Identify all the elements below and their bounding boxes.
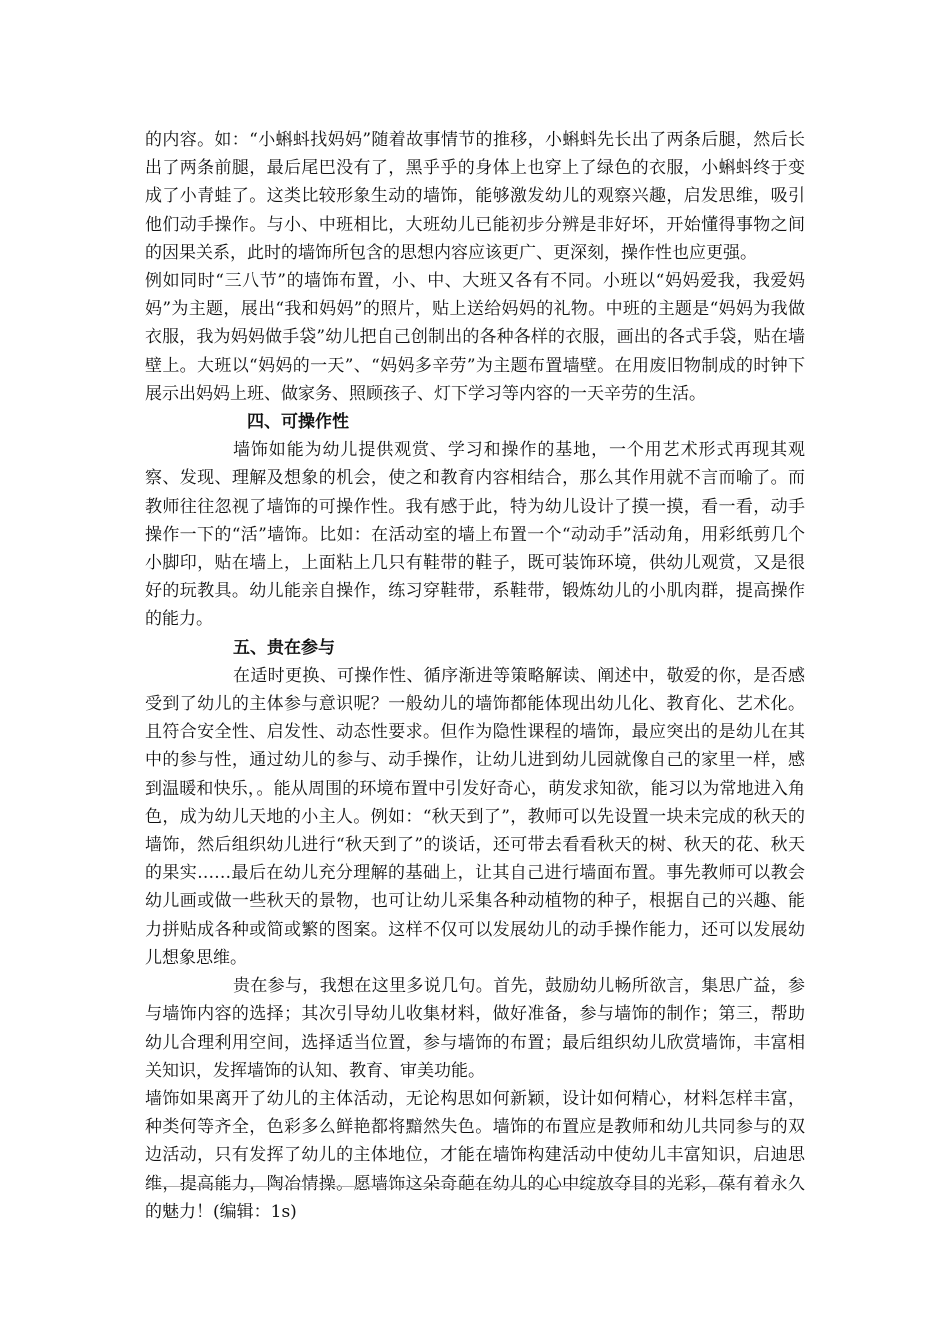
- paragraph-participation: 在适时更换、可操作性、循序渐进等策略解读、阐述中，敬爱的你，是否感受到了幼儿的主体参与意识呢？一般幼儿的墙饰都能体现出幼儿化、教育化、艺术化。且符合安全性、启发性、动态性要求。但作为隐性课程的墙饰，最应突出的是幼儿在其中的参与性，通过幼儿的参与、动手操作，让幼儿进到幼儿园就像自己的家里一样，感到温暖和快乐，。能从周围的环境布置中引发好奇心，萌发求知欲，能习以为常地进入角色，成为幼儿天地的小主人。例如：“秋天到了”，教师可以先设置一块未完成的秋天的墙饰，然后组织幼儿进行“秋天到了”的谈话，还可带去看看秋天的树、秋天的花、秋天的果实……最后在幼儿充分理解的基础上，让其自己进行墙面布置。事先教师可以教会幼儿画或做一些秋天的景物，也可让幼儿采集各种动植物的种子，根据自己的兴趣、能力拼贴成各种或简或繁的图案。这样不仅可以发展幼儿的动手操作能力，还可以发展幼儿想象思维。: [145, 665, 805, 968]
- paragraph-operability: 墙饰如能为幼儿提供观赏、学习和操作的基地，一个用艺术形式再现其观察、发现、理解及想象的机会，使之和教育内容相结合，那么其作用就不言而喻了。而教师往往忽视了墙饰的可操作性。我有感于此，特为幼儿设计了摸一摸，看一看，动手操作一下的“活”墙饰。比如：在活动室的墙上布置一个“动动手”活动角，用彩纸剪几个小脚印，贴在墙上，上面粘上几只有鞋带的鞋子，既可装饰环境，供幼儿观赏，又是很好的玩教具。幼儿能亲自操作，练习穿鞋带，系鞋带，锻炼幼儿的小肌肉群，提高操作的能力。: [145, 440, 805, 630]
- section-heading-participation: 五、贵在参与: [233, 637, 335, 658]
- paragraph-womens-day-example: 例如同时“三八节”的墙饰布置，小、中、大班又各有不同。小班以“妈妈爱我，我爱妈妈”为主题，展出“我和妈妈”的照片，贴上送给妈妈的礼物。中班的主题是“妈妈为我做衣服，我为妈妈做手袋”幼儿把自己创制出的各种各样的衣服，画出的各式手袋，贴在墙壁上。大班以“妈妈的一天”、“妈妈多辛劳”为主题布置墙壁。在用废旧物制成的时钟下展示出妈妈上班、做家务、照顾孩子、灯下学习等内容的一天辛劳的生活。: [145, 271, 805, 404]
- paragraph-participation-steps: 贵在参与，我想在这里多说几句。首先，鼓励幼儿畅所欲言，集思广益，参与墙饰内容的选择；其次引导幼儿收集材料，做好准备，参与墙饰的制作；第三，帮助幼儿合理利用空间，选择适当位置，参与墙饰的布置；最后组织幼儿欣赏墙饰，丰富相关知识，发挥墙饰的认知、教育、审美功能。: [145, 976, 805, 1081]
- footer-divider: [145, 1186, 741, 1187]
- paragraph-intro-continuation: 的内容。如：“小蝌蚪找妈妈”随着故事情节的推移，小蝌蚪先长出了两条后腿，然后长出了两条前腿，最后尾巴没有了，黑乎乎的身体上也穿上了绿色的衣服，小蝌蚪终于变成了小青蛙了。这类比较形象生动的墙饰，能够激发幼儿的观察兴趣，启发思维，吸引他们动手操作。与小、中班相比，大班幼儿已能初步分辨是非好坏，开始懂得事物之间的因果关系，此时的墙饰所包含的思想内容应该更广、更深刻，操作性也应更强。: [145, 130, 805, 263]
- document-body: [145, 126, 805, 1226]
- section-heading-operability: 四、可操作性: [247, 412, 349, 433]
- paragraph-conclusion: 墙饰如果离开了幼儿的主体活动，无论构思如何新颖，设计如何精心，材料怎样丰富，种类何等齐全，色彩多么鲜艳都将黯然失色。墙饰的布置应是教师和幼儿共同参与的双边活动，只有发挥了幼儿的主体地位，才能在墙饰构建活动中使幼儿丰富知识，启迪思维，提高能力，陶冶情操。愿墙饰这朵奇葩在幼儿的心中绽放夺目的光彩，葆有着永久的魅力！(编辑：1s): [145, 1088, 805, 1222]
